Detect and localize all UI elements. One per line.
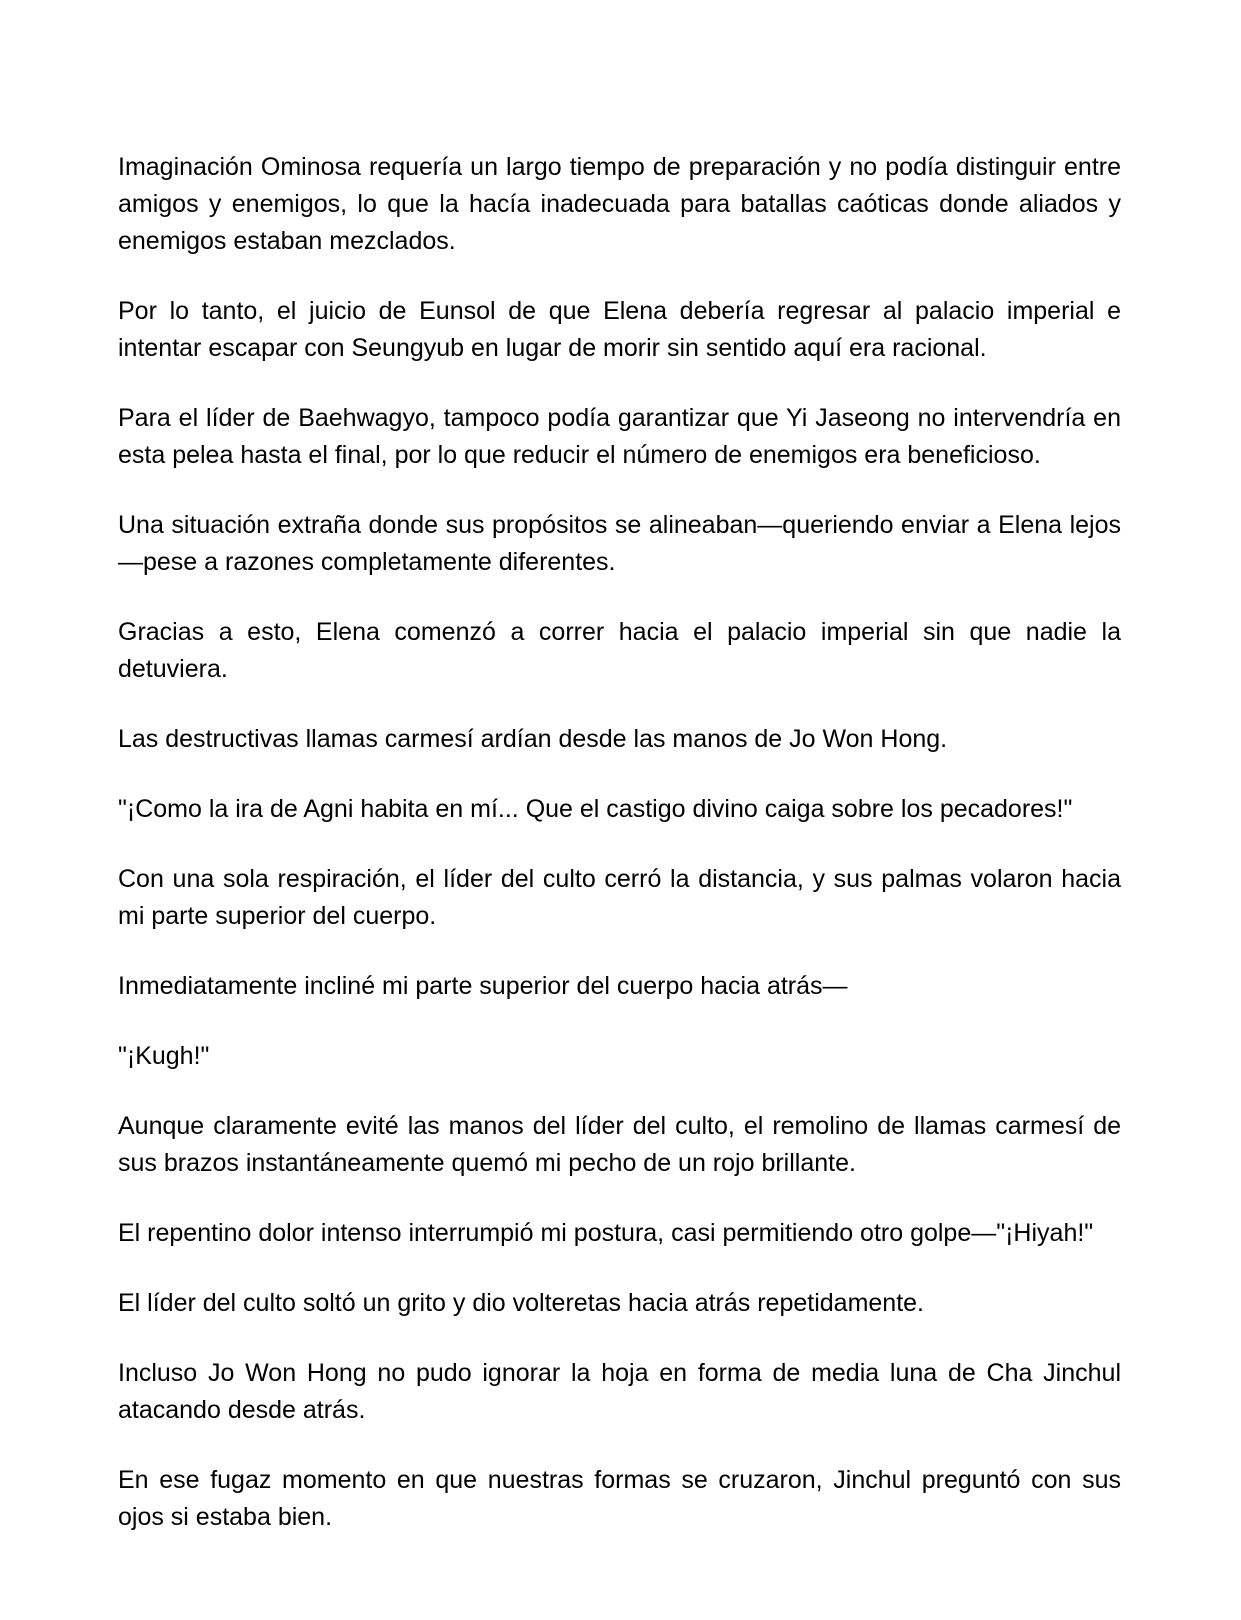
document-page (118, 149, 1121, 1536)
paragraph-5: Gracias a esto, Elena comenzó a correr hacia el palacio imperial sin que nadie la detuviera. (118, 618, 1121, 683)
paragraph-14: Incluso Jo Won Hong no pudo ignorar la hoja en forma de media luna de Cha Jinchul atacando desde atrás. (118, 1359, 1121, 1424)
paragraph-11: Aunque claramente evité las manos del líder del culto, el remolino de llamas carmesí de sus brazos instantáneamente quemó mi pecho de un rojo brillante. (118, 1112, 1121, 1177)
paragraph-7: "¡Como la ira de Agni habita en mí... Que el castigo divino caiga sobre los pecadores!" (118, 795, 1073, 823)
paragraph-9: Inmediatamente incliné mi parte superior del cuerpo hacia atrás— (118, 972, 848, 1000)
paragraph-3: Para el líder de Baehwagyo, tampoco podía garantizar que Yi Jaseong no intervendría en esta pelea hasta el final, por lo que reducir el número de enemigos era beneficioso. (118, 404, 1121, 469)
paragraph-12: El repentino dolor intenso interrumpió mi postura, casi permitiendo otro golpe—"¡Hiyah!" (118, 1219, 1094, 1247)
paragraph-15: En ese fugaz momento en que nuestras formas se cruzaron, Jinchul preguntó con sus ojos si estaba bien. (118, 1466, 1121, 1531)
paragraph-1: Imaginación Ominosa requería un largo tiempo de preparación y no podía distinguir entre amigos y enemigos, lo que la hacía inadecuada para batallas caóticas donde aliados y enemigos estaban mezclados. (118, 153, 1121, 255)
paragraph-4: Una situación extraña donde sus propósitos se alineaban—queriendo enviar a Elena lejos—pese a razones completamente diferentes. (118, 511, 1121, 576)
paragraph-10: "¡Kugh!" (118, 1042, 210, 1070)
paragraph-2: Por lo tanto, el juicio de Eunsol de que Elena debería regresar al palacio imperial e intentar escapar con Seungyub en lugar de morir sin sentido aquí era racional. (118, 297, 1121, 362)
paragraph-6: Las destructivas llamas carmesí ardían desde las manos de Jo Won Hong. (118, 725, 948, 753)
paragraph-8: Con una sola respiración, el líder del culto cerró la distancia, y sus palmas volaron hacia mi parte superior del cuerpo. (118, 865, 1121, 930)
paragraph-13: El líder del culto soltó un grito y dio volteretas hacia atrás repetidamente. (118, 1289, 924, 1317)
